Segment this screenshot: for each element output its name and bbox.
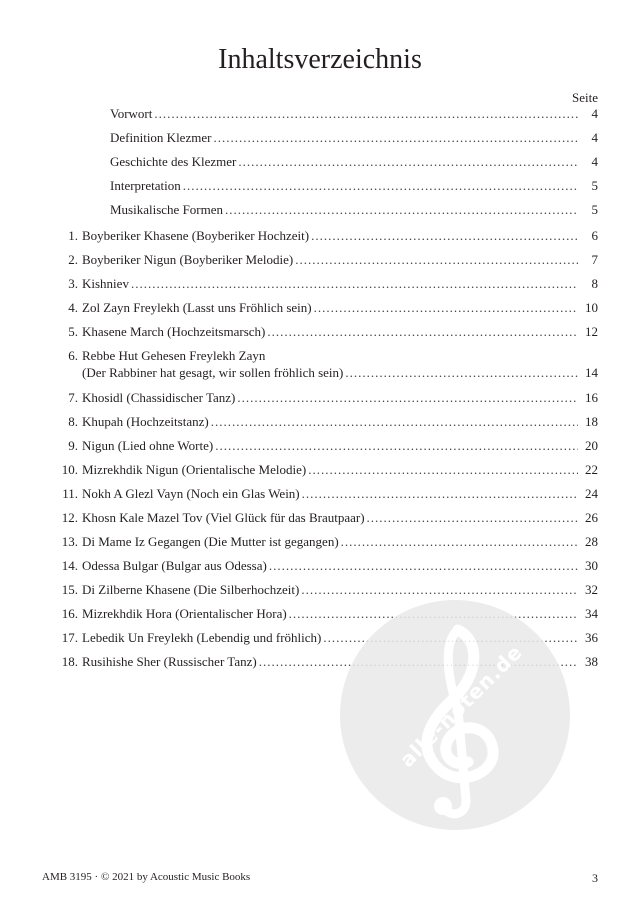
entry-page: 5 [591, 178, 598, 193]
toc-entry[interactable] [0, 414, 640, 438]
toc-entry[interactable] [0, 228, 640, 252]
entry-number: 6. [68, 348, 78, 363]
entry-page: 14 [585, 365, 598, 380]
entry-title: Lebedik Un Freylekh (Lebendig und fröhlich) [82, 630, 322, 645]
leader-dots [213, 130, 578, 146]
entry-number: 15. [61, 582, 78, 597]
leader-dots [238, 154, 578, 170]
entry-page: 18 [585, 414, 598, 429]
entry-number: 8. [68, 414, 78, 429]
entry-title: Rusihishe Sher (Russischer Tanz) [82, 654, 257, 669]
entry-page: 8 [591, 276, 598, 291]
leader-dots [302, 486, 578, 502]
entry-page: 30 [585, 558, 598, 573]
entry-title: (Der Rabbiner hat gesagt, wir sollen fröhlich sein) [82, 365, 344, 380]
entry-number: 17. [61, 630, 78, 645]
entry-number: 10. [61, 462, 78, 477]
toc-entry[interactable] [0, 534, 640, 558]
leader-dots [345, 365, 578, 381]
entry-title: Nokh A Glezl Vayn (Noch ein Glas Wein) [82, 486, 300, 501]
entry-page: 22 [585, 462, 598, 477]
toc-entry[interactable] [0, 130, 640, 154]
toc-entry[interactable] [0, 348, 640, 388]
entry-page: 16 [585, 390, 598, 405]
entry-page: 34 [585, 606, 598, 621]
entry-title: Odessa Bulgar (Bulgar aus Odessa) [82, 558, 267, 573]
entry-number: 2. [68, 252, 78, 267]
entry-number: 16. [61, 606, 78, 621]
leader-dots [314, 300, 578, 316]
entry-page: 4 [591, 106, 598, 121]
toc-entry[interactable] [0, 324, 640, 348]
footer-copyright: AMB 3195 · © 2021 by Acoustic Music Books [42, 871, 251, 883]
toc-entry[interactable] [0, 276, 640, 300]
leader-dots [183, 178, 578, 194]
toc-entry[interactable] [0, 438, 640, 462]
entry-number: 14. [61, 558, 78, 573]
toc-entry[interactable] [0, 178, 640, 202]
entry-page: 5 [591, 202, 598, 217]
entry-title: Khosn Kale Mazel Tov (Viel Glück für das Brautpaar) [82, 510, 365, 525]
entry-number: 1. [68, 228, 78, 243]
toc-entry[interactable] [0, 558, 640, 582]
entry-title: Khosidl (Chassidischer Tanz) [82, 390, 236, 405]
entry-page: 28 [585, 534, 598, 549]
toc-entry[interactable] [0, 202, 640, 226]
entry-title-line1: Rebbe Hut Gehesen Freylekh Zayn [82, 348, 266, 363]
entry-page: 32 [585, 582, 598, 597]
page-title: Inhaltsverzeichnis [218, 44, 422, 75]
entry-title: Vorwort [110, 106, 153, 121]
toc-entry[interactable] [0, 462, 640, 486]
entry-page: 10 [585, 300, 598, 315]
toc-entry[interactable] [0, 510, 640, 534]
toc-entry[interactable] [0, 106, 640, 130]
entry-title: Geschichte des Klezmer [110, 154, 237, 169]
entry-title: Di Zilberne Khasene (Die Silberhochzeit) [82, 582, 300, 597]
entry-number: 18. [61, 654, 78, 669]
entry-page: 38 [585, 654, 598, 669]
leader-dots [211, 414, 578, 430]
entry-number: 3. [68, 276, 78, 291]
entry-title: Kishniev [82, 276, 129, 291]
entry-number: 4. [68, 300, 78, 315]
leader-dots [341, 534, 578, 550]
leader-dots [215, 438, 578, 454]
leader-dots [131, 276, 578, 292]
watermark-text: alle-noten.de [395, 639, 528, 772]
entry-number: 13. [61, 534, 78, 549]
leader-dots [295, 252, 578, 268]
entry-title: Khupah (Hochzeitstanz) [82, 414, 209, 429]
footer-page-number: 3 [592, 871, 598, 885]
entry-title: Khasene March (Hochzeitsmarsch) [82, 324, 266, 339]
entry-number: 9. [68, 438, 78, 453]
leader-dots [367, 510, 578, 526]
leader-dots [225, 202, 578, 218]
entry-page: 12 [585, 324, 598, 339]
entry-page: 26 [585, 510, 598, 525]
entry-title: Interpretation [110, 178, 181, 193]
entry-page: 6 [591, 228, 598, 243]
entry-page: 4 [591, 130, 598, 145]
entry-title: Musikalische Formen [110, 202, 224, 217]
leader-dots [154, 106, 578, 122]
leader-dots [237, 390, 578, 406]
entry-title: Definition Klezmer [110, 130, 212, 145]
entry-page: 24 [585, 486, 598, 501]
toc-entry[interactable] [0, 486, 640, 510]
entry-title: Mizrekhdik Nigun (Orientalische Melodie) [82, 462, 307, 477]
entry-title: Boyberiker Nigun (Boyberiker Melodie) [82, 252, 294, 267]
toc-entry[interactable] [0, 154, 640, 178]
toc-entry[interactable] [0, 252, 640, 276]
entry-title: Boyberiker Khasene (Boyberiker Hochzeit) [82, 228, 310, 243]
entry-number: 5. [68, 324, 78, 339]
entry-title: Zol Zayn Freylekh (Lasst uns Fröhlich sein) [82, 300, 312, 315]
entry-number: 12. [61, 510, 78, 525]
leader-dots [269, 558, 578, 574]
entry-page: 7 [591, 252, 598, 267]
leader-dots [267, 324, 578, 340]
entry-title: Nigun (Lied ohne Worte) [82, 438, 214, 453]
leader-dots [311, 228, 578, 244]
entry-number: 7. [68, 390, 78, 405]
entry-page: 20 [585, 438, 598, 453]
leader-dots [308, 462, 578, 478]
page-column-label: Seite [572, 90, 598, 105]
entry-page: 36 [585, 630, 598, 645]
toc-entry[interactable] [0, 390, 640, 414]
leader-dots [301, 582, 578, 598]
toc-entry[interactable] [0, 300, 640, 324]
entry-title: Di Mame Iz Gegangen (Die Mutter ist gegangen) [82, 534, 339, 549]
entry-page: 4 [591, 154, 598, 169]
entry-number: 11. [62, 486, 78, 501]
entry-title: Mizrekhdik Hora (Orientalischer Hora) [82, 606, 287, 621]
